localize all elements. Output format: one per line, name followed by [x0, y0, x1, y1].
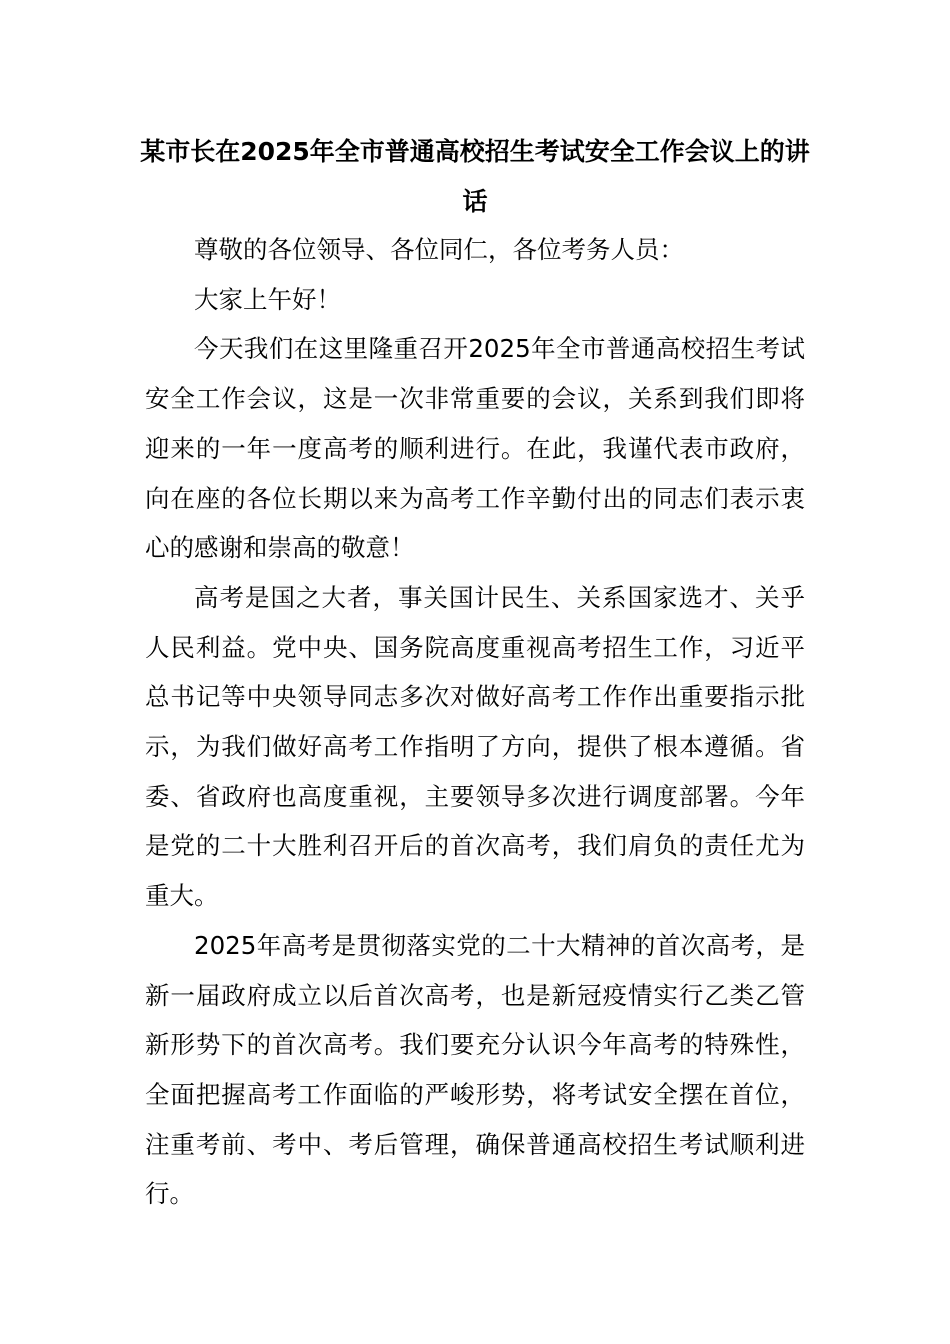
body-paragraph: 高考是国之大者，事关国计民生、关系国家选才、关乎人民利益。党中央、国务院高度重视高考招生工作，习近平总书记等中央领导同志多次对做好高考工作作出重要指示批示，为我们做好高考工作指明了方向，提供了根本遵循。省委、省政府也高度重视，主要领导多次进行调度部署。今年是党的二十大胜利召开后的首次高考，我们肩负的责任尤为重大。 [145, 582, 805, 911]
document-body [145, 225, 805, 1219]
salutation-paragraph: 尊敬的各位领导、各位同仁，各位考务人员： [194, 235, 684, 264]
greeting-paragraph: 大家上午好！ [194, 284, 341, 314]
document-title: 某市长在2025年全市普通高校招生考试安全工作会议上的讲话 [140, 137, 810, 216]
body-paragraph: 今天我们在这里隆重召开2025年全市普通高校招生考试安全工作会议，这是一次非常重要的会议，关系到我们即将迎来的一年一度高考的顺利进行。在此，我谨代表市政府，向在座的各位长期以来为高考工作辛勤付出的同志们表示衷心的感谢和崇高的敬意！ [145, 334, 805, 563]
body-paragraph: 2025年高考是贯彻落实党的二十大精神的首次高考，是新一届政府成立以后首次高考，也是新冠疫情实行乙类乙管新形势下的首次高考。我们要充分认识今年高考的特殊性，全面把握高考工作面临的严峻形势，将考试安全摆在首位，注重考前、考中、考后管理，确保普通高校招生考试顺利进行。 [145, 930, 805, 1209]
